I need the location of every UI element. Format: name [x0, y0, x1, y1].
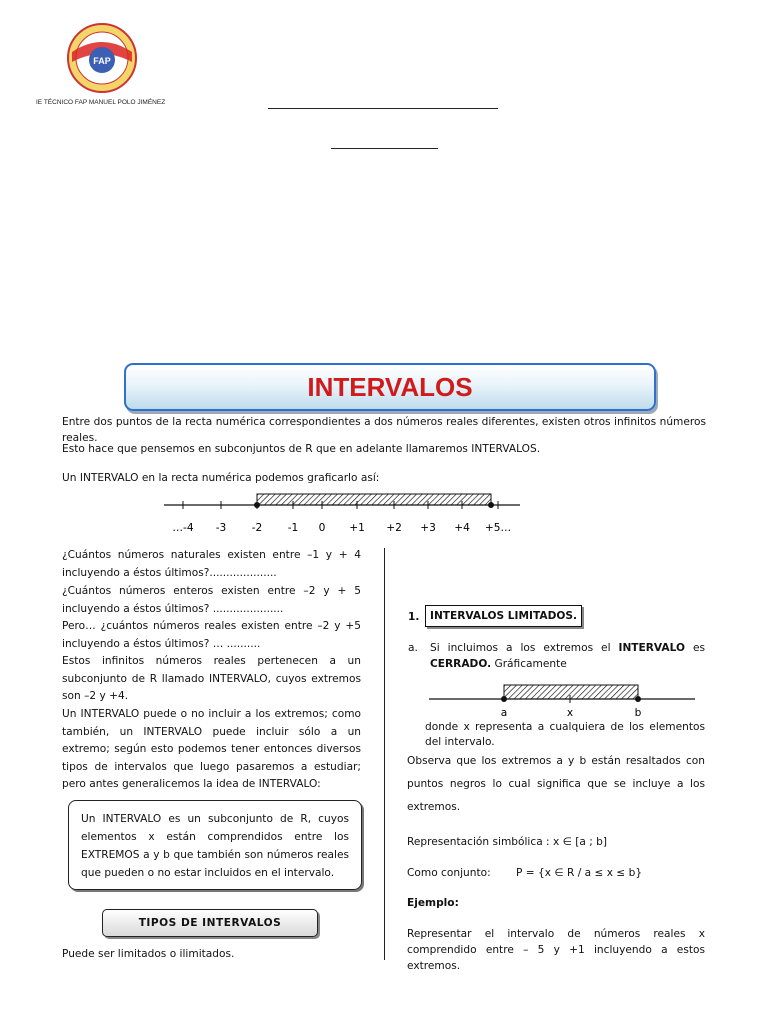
ejemplo-text: Representar el intervalo de números reales x comprendido entre – 5 y +1 incluyendo a estos extremos. — [407, 928, 705, 972]
tipos-text: Puede ser limitados o ilimitados. — [62, 948, 235, 960]
closed-line-label: a — [500, 707, 508, 719]
donde-text: donde x representa a cualquiera de los elementos del intervalo. — [425, 721, 705, 748]
question-reales: Pero… ¿cuántos números reales existen entre –2 y +5 incluyendo a éstos últimos? … .......... — [62, 620, 361, 650]
closed-line-label: x — [566, 707, 574, 719]
closed-endpoint-a — [501, 696, 507, 702]
number-line — [160, 490, 530, 538]
item-a-text: Si incluimos a los extremos el INTERVALO es CERRADO. Gráficamente — [430, 642, 706, 670]
blank-line-title — [268, 108, 498, 109]
page-title: INTERVALOS — [307, 372, 473, 402]
paragraph-extremos: Un INTERVALO puede o no incluir a los extremos; como también, un INTERVALO puede incluir sólo a un extremo; según esto podemos tener entonces diversos tipos de intervalos que luego pasaremos a estudiar; pero antes generalicemos la idea de INTERVALO: — [62, 708, 361, 790]
tick-label: +3 — [420, 522, 436, 534]
tick-label: +1 — [349, 522, 365, 534]
tick-label: 0 — [318, 522, 326, 534]
endpoint-left — [254, 502, 260, 508]
question-naturales: ¿Cuántos números naturales existen entre –1 y + 4 incluyendo a éstos últimos?.................... — [62, 549, 361, 579]
intro-paragraph-1: Entre dos puntos de la recta numérica correspondientes a dos números reales diferentes, existen otros infinitos números reales. — [62, 416, 706, 444]
closed-interval-hatched — [504, 685, 638, 699]
section-number: 1. — [408, 611, 420, 623]
intro-paragraph-3: Un INTERVALO en la recta numérica podemos graficarlo así: — [62, 472, 380, 484]
logo-text: FAP — [93, 56, 111, 66]
definition-text: Un INTERVALO es un subconjunto de R, cuyos elementos x están comprendidos entre los EXTREMOS a y b que también son números reales que pueden o no estar incluidos en el intervalo. — [81, 813, 349, 879]
observa-text: Observa que los extremos a y b están resaltados con puntos negros lo cual significa que se incluye a los extremos. — [407, 755, 705, 813]
school-logo — [66, 22, 138, 94]
endpoint-right — [488, 502, 494, 508]
conjunto-label: Como conjunto: — [407, 867, 491, 879]
tick-label: -3 — [215, 522, 227, 534]
title-banner — [124, 363, 656, 411]
blank-line-subtitle — [331, 148, 438, 149]
intro-paragraph-2: Esto hace que pensemos en subconjuntos de R que en adelante llamaremos INTERVALOS. — [62, 443, 541, 455]
tipos-heading: TIPOS DE INTERVALOS — [138, 917, 282, 929]
tick-label: +2 — [386, 522, 402, 534]
bold-intervalo: INTERVALO — [618, 642, 685, 654]
school-name: IE TÉCNICO FAP MANUEL POLO JIMÉNEZ — [36, 99, 166, 106]
closed-endpoint-b — [635, 696, 641, 702]
representacion-simbolica: Representación simbólica : x ∈ [a ; b] — [407, 836, 608, 848]
paragraph-subconjunto: Estos infinitos números reales pertenecen a un subconjunto de R llamado INTERVALO, cuyos extremos son –2 y +4. — [62, 655, 361, 702]
item-a-letter: a. — [408, 642, 418, 654]
ejemplo-label: Ejemplo: — [407, 897, 459, 909]
bold-cerrado: CERRADO. — [430, 658, 492, 670]
tick-label: +4 — [454, 522, 470, 534]
question-enteros: ¿Cuántos números enteros existen entre –2 y + 5 incluyendo a éstos últimos? ..................... — [62, 585, 361, 615]
tick-label: +5… — [484, 522, 512, 534]
tick-label: -1 — [287, 522, 299, 534]
tick-label: …-4 — [172, 522, 194, 534]
definition-box — [68, 800, 362, 890]
column-divider — [384, 548, 385, 960]
tipos-heading-box — [102, 909, 318, 937]
tick-label: -2 — [251, 522, 263, 534]
closed-line-label: b — [634, 707, 642, 719]
closed-interval-line — [425, 680, 705, 720]
conjunto-value: P = {x ∈ R / a ≤ x ≤ b} — [516, 867, 643, 879]
interval-hatched-area — [257, 494, 491, 505]
section-title-limitados: INTERVALOS LIMITADOS. — [425, 605, 582, 627]
